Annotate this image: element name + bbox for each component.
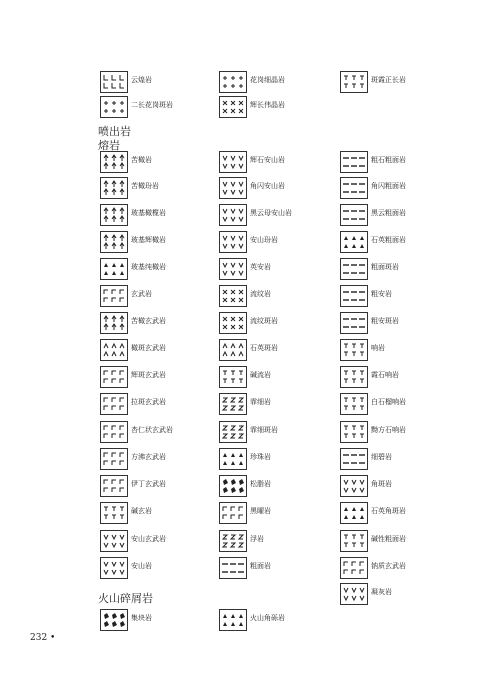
rock-pattern-icon [100, 258, 128, 280]
rock-pattern-icon [340, 421, 368, 443]
rock-pattern-icon [100, 609, 128, 631]
rock-pattern-icon [100, 421, 128, 443]
rock-pattern-icon [340, 71, 368, 93]
rock-pattern-icon [340, 231, 368, 253]
legend-label: 碱玄岩 [131, 507, 152, 515]
legend-label: 安山玢岩 [250, 236, 278, 244]
legend-label: 伊丁玄武岩 [131, 480, 166, 488]
rock-pattern-icon [219, 475, 247, 497]
rock-pattern-icon [340, 285, 368, 307]
rock-pattern-icon [340, 366, 368, 388]
rock-pattern-icon [340, 177, 368, 199]
legend-label: 凝灰岩 [371, 588, 392, 596]
legend-label: 黑曜岩 [250, 507, 271, 515]
legend-label: 云煌岩 [131, 76, 152, 84]
rock-pattern-icon [219, 393, 247, 415]
legend-label: 角斑岩 [371, 480, 392, 488]
legend-label: 集块岩 [131, 614, 152, 622]
rock-pattern-icon [219, 557, 247, 579]
legend-label: 橄斑玄武岩 [131, 344, 166, 352]
rock-pattern-icon [219, 96, 247, 118]
rock-pattern-icon [100, 231, 128, 253]
legend-label: 辉长伟晶岩 [250, 101, 285, 109]
rock-pattern-icon [340, 312, 368, 334]
rock-pattern-icon [100, 204, 128, 226]
legend-label: 斑霞正长岩 [371, 76, 406, 84]
legend-label: 玻基橄榄岩 [131, 209, 166, 217]
rock-pattern-icon [100, 96, 128, 118]
rock-pattern-icon [100, 312, 128, 334]
legend-label: 英安岩 [250, 263, 271, 271]
legend-label: 苦橄玄武岩 [131, 317, 166, 325]
rock-pattern-icon [219, 421, 247, 443]
rock-pattern-icon [100, 339, 128, 361]
rock-pattern-icon [100, 502, 128, 524]
rock-pattern-icon [219, 609, 247, 631]
rock-pattern-icon [340, 448, 368, 470]
rock-pattern-icon [100, 177, 128, 199]
legend-label: 细碧岩 [371, 453, 392, 461]
rock-pattern-icon [100, 557, 128, 579]
legend-label: 粗面斑岩 [371, 263, 399, 271]
legend-label: 辉斑玄武岩 [131, 371, 166, 379]
rock-pattern-icon [340, 393, 368, 415]
rock-pattern-icon [100, 151, 128, 173]
legend-label: 响岩 [371, 344, 385, 352]
rock-pattern-icon [219, 448, 247, 470]
rock-pattern-icon [100, 366, 128, 388]
rock-pattern-icon [219, 258, 247, 280]
rock-pattern-icon [340, 530, 368, 552]
legend-label: 石英斑岩 [250, 344, 278, 352]
legend-label: 粗石粗面岩 [371, 156, 406, 164]
rock-pattern-icon [340, 502, 368, 524]
legend-label: 玻基辉橄岩 [131, 236, 166, 244]
legend-label: 玄武岩 [131, 290, 152, 298]
rock-pattern-icon [340, 258, 368, 280]
rock-pattern-icon [219, 285, 247, 307]
legend-label: 安山岩 [131, 562, 152, 570]
legend-label: 石英粗面岩 [371, 236, 406, 244]
legend-label: 花岗细晶岩 [250, 76, 285, 84]
rock-pattern-icon [100, 530, 128, 552]
rock-pattern-icon [219, 204, 247, 226]
rock-pattern-icon [340, 151, 368, 173]
rock-pattern-icon [219, 502, 247, 524]
legend-label: 杏仁状玄武岩 [131, 426, 173, 434]
rock-pattern-icon [340, 475, 368, 497]
legend-label: 黑云粗面岩 [371, 209, 406, 217]
legend-label: 粗安斑岩 [371, 317, 399, 325]
rock-pattern-icon [340, 204, 368, 226]
legend-label: 浮岩 [250, 535, 264, 543]
rock-pattern-icon [340, 583, 368, 605]
rock-pattern-icon [100, 448, 128, 470]
legend-label: 粗面岩 [250, 562, 271, 570]
legend-label: 黑云母安山岩 [250, 209, 292, 217]
rock-pattern-icon [100, 285, 128, 307]
legend-label: 霏细斑岩 [250, 426, 278, 434]
legend-label: 碱性粗面岩 [371, 535, 406, 543]
legend-label: 霏细岩 [250, 398, 271, 406]
rock-pattern-icon [219, 530, 247, 552]
legend-label: 流纹斑岩 [250, 317, 278, 325]
legend-label: 钠质玄武岩 [371, 562, 406, 570]
legend-label: 粗安岩 [371, 290, 392, 298]
legend-label: 黝方石响岩 [371, 426, 406, 434]
legend-label: 辉石安山岩 [250, 156, 285, 164]
legend-label: 苦橄玢岩 [131, 182, 159, 190]
rock-pattern-icon [340, 339, 368, 361]
rock-pattern-icon [100, 71, 128, 93]
legend-label: 二长花岗斑岩 [131, 101, 173, 109]
section-heading-extrusive-rock: 喷出岩 [98, 125, 131, 138]
rock-pattern-icon [340, 557, 368, 579]
rock-pattern-icon [219, 366, 247, 388]
legend-label: 火山角砾岩 [250, 614, 285, 622]
section-heading-lava: 熔岩 [98, 139, 120, 152]
legend-label: 角闪安山岩 [250, 182, 285, 190]
rock-pattern-icon [100, 475, 128, 497]
legend-label: 苦橄岩 [131, 156, 152, 164]
rock-pattern-icon [219, 339, 247, 361]
section-heading-pyroclastic-rock: 火山碎屑岩 [98, 592, 153, 605]
legend-label: 松脂岩 [250, 480, 271, 488]
legend-label: 霞石响岩 [371, 371, 399, 379]
legend-label: 碱流岩 [250, 371, 271, 379]
legend-label: 拉斑玄武岩 [131, 398, 166, 406]
rock-pattern-icon [219, 151, 247, 173]
rock-pattern-icon [219, 231, 247, 253]
legend-label: 流纹岩 [250, 290, 271, 298]
legend-label: 珍珠岩 [250, 453, 271, 461]
page-number: 232 • [30, 633, 56, 643]
legend-label: 石英角斑岩 [371, 507, 406, 515]
legend-label: 方沸玄武岩 [131, 453, 166, 461]
legend-label: 安山玄武岩 [131, 535, 166, 543]
rock-pattern-icon [100, 393, 128, 415]
legend-label: 玻基纯橄岩 [131, 263, 166, 271]
legend-label: 白石榴响岩 [371, 398, 406, 406]
rock-pattern-icon [219, 312, 247, 334]
rock-pattern-icon [219, 177, 247, 199]
legend-label: 角闪粗面岩 [371, 182, 406, 190]
rock-pattern-icon [219, 71, 247, 93]
